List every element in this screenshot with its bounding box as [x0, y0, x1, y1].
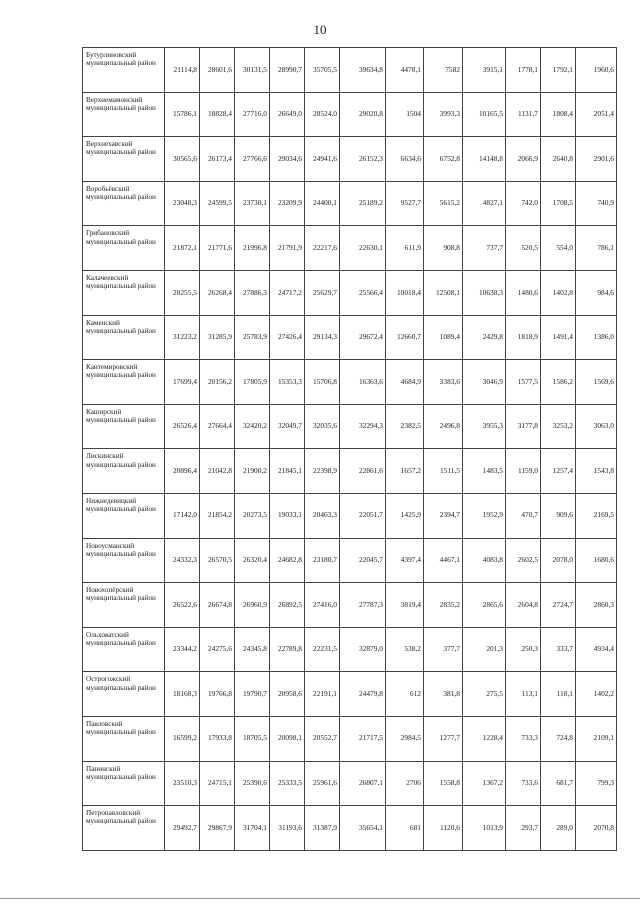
value-cell: 1257,4: [541, 449, 576, 494]
value-cell: 1657,2: [386, 449, 424, 494]
table-row: [83, 92, 617, 137]
value-cell: 1089,4: [424, 315, 463, 360]
value-cell: 21872,1: [165, 226, 200, 271]
value-cell: 113,1: [506, 672, 541, 717]
district-name-cell: Грибановский муниципальный район: [83, 226, 165, 271]
value-cell: 21114,8: [165, 48, 200, 93]
value-cell: 24345,8: [235, 627, 270, 672]
district-name-cell: Петропавловский муниципальный район: [83, 806, 165, 851]
value-cell: 35654,1: [340, 806, 386, 851]
value-cell: 908,8: [424, 226, 463, 271]
value-cell: 3819,4: [386, 583, 424, 628]
value-cell: 1708,5: [541, 181, 576, 226]
value-cell: 2109,1: [576, 716, 617, 761]
value-cell: 26570,5: [200, 538, 235, 583]
value-cell: 1386,0: [576, 315, 617, 360]
value-cell: 1808,4: [541, 92, 576, 137]
value-cell: 554,0: [541, 226, 576, 271]
value-cell: 2901,6: [576, 137, 617, 182]
value-cell: 4934,4: [576, 627, 617, 672]
value-cell: 1960,6: [576, 48, 617, 93]
value-cell: 25390,6: [235, 761, 270, 806]
value-cell: 733,6: [506, 761, 541, 806]
value-cell: 681: [386, 806, 424, 851]
value-cell: 1277,7: [424, 716, 463, 761]
value-cell: 1818,9: [506, 315, 541, 360]
table-row: [83, 137, 617, 182]
value-cell: 20098,1: [270, 716, 305, 761]
value-cell: 740,9: [576, 181, 617, 226]
table-row: [83, 806, 617, 851]
value-cell: 26892,5: [270, 583, 305, 628]
value-cell: 1491,4: [541, 315, 576, 360]
value-cell: 377,7: [424, 627, 463, 672]
table-row: [83, 672, 617, 717]
value-cell: 29867,9: [200, 806, 235, 851]
value-cell: 275,5: [463, 672, 506, 717]
value-cell: 799,3: [576, 761, 617, 806]
value-cell: 1120,6: [424, 806, 463, 851]
value-cell: 31285,9: [200, 315, 235, 360]
district-name-cell: Лискинский муниципальный район: [83, 449, 165, 494]
district-name-cell: Панинский муниципальный район: [83, 761, 165, 806]
value-cell: 10165,5: [463, 92, 506, 137]
value-cell: 1402,2: [576, 672, 617, 717]
value-cell: 19790,7: [235, 672, 270, 717]
value-cell: 2706: [386, 761, 424, 806]
value-cell: 26674,8: [200, 583, 235, 628]
value-cell: 733,3: [506, 716, 541, 761]
value-cell: 26173,4: [200, 137, 235, 182]
page-number: 10: [313, 22, 327, 37]
value-cell: 293,7: [506, 806, 541, 851]
value-cell: 32420,2: [235, 404, 270, 449]
value-cell: 23209,9: [270, 181, 305, 226]
value-cell: 26960,9: [235, 583, 270, 628]
value-cell: 1792,1: [541, 48, 576, 93]
value-cell: 3383,6: [424, 360, 463, 405]
value-cell: 1569,6: [576, 360, 617, 405]
value-cell: 24332,3: [165, 538, 200, 583]
value-cell: 20552,7: [305, 716, 340, 761]
value-cell: 15706,8: [305, 360, 340, 405]
value-cell: 6634,6: [386, 137, 424, 182]
value-cell: 1577,5: [506, 360, 541, 405]
value-cell: 984,6: [576, 270, 617, 315]
value-cell: 17699,4: [165, 360, 200, 405]
value-cell: 21996,8: [235, 226, 270, 271]
value-cell: 1228,4: [463, 716, 506, 761]
value-cell: 23510,3: [165, 761, 200, 806]
value-cell: 9527,7: [386, 181, 424, 226]
value-cell: 18705,5: [235, 716, 270, 761]
value-cell: 27664,4: [200, 404, 235, 449]
value-cell: 28524,0: [305, 92, 340, 137]
district-name-cell: Кантемировский муниципальный район: [83, 360, 165, 405]
value-cell: 737,7: [463, 226, 506, 271]
value-cell: 333,7: [541, 627, 576, 672]
value-cell: 538,2: [386, 627, 424, 672]
value-cell: 26152,3: [340, 137, 386, 182]
table-row: [83, 627, 617, 672]
value-cell: 3253,2: [541, 404, 576, 449]
value-cell: 1558,8: [424, 761, 463, 806]
value-cell: 1504: [386, 92, 424, 137]
value-cell: 32294,3: [340, 404, 386, 449]
value-cell: 32049,7: [270, 404, 305, 449]
value-cell: 31704,1: [235, 806, 270, 851]
value-cell: 2429,8: [463, 315, 506, 360]
district-name-cell: Верхнемамонский муниципальный район: [83, 92, 165, 137]
value-cell: 14148,8: [463, 137, 506, 182]
value-cell: 26268,4: [200, 270, 235, 315]
value-cell: 31387,9: [305, 806, 340, 851]
value-cell: 26526,4: [165, 404, 200, 449]
value-cell: 6752,8: [424, 137, 463, 182]
value-cell: 2496,8: [424, 404, 463, 449]
value-cell: 24479,8: [340, 672, 386, 717]
value-cell: 28990,7: [270, 48, 305, 93]
value-cell: 39634,8: [340, 48, 386, 93]
value-cell: 3063,0: [576, 404, 617, 449]
value-cell: 3046,9: [463, 360, 506, 405]
value-cell: 3993,3: [424, 92, 463, 137]
district-name-cell: Новохопёрский муниципальный район: [83, 583, 165, 628]
value-cell: 4827,1: [463, 181, 506, 226]
value-cell: 1586,2: [541, 360, 576, 405]
value-cell: 21717,5: [340, 716, 386, 761]
value-cell: 2394,7: [424, 493, 463, 538]
value-cell: 24941,6: [305, 137, 340, 182]
value-cell: 30131,5: [235, 48, 270, 93]
value-cell: 2724,7: [541, 583, 576, 628]
value-cell: 17805,9: [235, 360, 270, 405]
bottom-divider: [0, 898, 640, 899]
value-cell: 7582: [424, 48, 463, 93]
value-cell: 27416,0: [305, 583, 340, 628]
value-cell: 24400,1: [305, 181, 340, 226]
value-cell: 21791,9: [270, 226, 305, 271]
table-row: [83, 761, 617, 806]
value-cell: 23344,2: [165, 627, 200, 672]
value-cell: 1131,7: [506, 92, 541, 137]
value-cell: 31223,2: [165, 315, 200, 360]
value-cell: 26320,4: [235, 538, 270, 583]
value-cell: 25333,5: [270, 761, 305, 806]
value-cell: 16363,6: [340, 360, 386, 405]
value-cell: 30565,6: [165, 137, 200, 182]
value-cell: 27787,3: [340, 583, 386, 628]
value-cell: 4467,1: [424, 538, 463, 583]
value-cell: 2640,8: [541, 137, 576, 182]
value-cell: 29034,6: [270, 137, 305, 182]
value-cell: 909,6: [541, 493, 576, 538]
value-cell: 12660,7: [386, 315, 424, 360]
value-cell: 611,9: [386, 226, 424, 271]
value-cell: 22191,1: [305, 672, 340, 717]
value-cell: 27426,4: [270, 315, 305, 360]
value-cell: 25783,9: [235, 315, 270, 360]
table-row: [83, 360, 617, 405]
value-cell: 26522,6: [165, 583, 200, 628]
value-cell: 20255,5: [165, 270, 200, 315]
value-cell: 289,0: [541, 806, 576, 851]
value-cell: 22630,1: [340, 226, 386, 271]
value-cell: 4478,1: [386, 48, 424, 93]
table-row: [83, 493, 617, 538]
value-cell: 2860,3: [576, 583, 617, 628]
value-cell: 10018,4: [386, 270, 424, 315]
value-cell: 15786,1: [165, 92, 200, 137]
value-cell: 2984,5: [386, 716, 424, 761]
value-cell: 22861,6: [340, 449, 386, 494]
value-cell: 1952,9: [463, 493, 506, 538]
value-cell: 25189,2: [340, 181, 386, 226]
value-cell: 23730,1: [235, 181, 270, 226]
value-cell: 2602,5: [506, 538, 541, 583]
district-name-cell: Нижнедевицкий муниципальный район: [83, 493, 165, 538]
value-cell: 742,0: [506, 181, 541, 226]
value-cell: 21042,8: [200, 449, 235, 494]
value-cell: 22231,5: [305, 627, 340, 672]
table-row: [83, 716, 617, 761]
value-cell: 2604,8: [506, 583, 541, 628]
value-cell: 22045,7: [340, 538, 386, 583]
value-cell: 3955,3: [463, 404, 506, 449]
district-name-cell: Бутурлиновский муниципальный район: [83, 48, 165, 93]
table-row: [83, 449, 617, 494]
value-cell: 20896,4: [165, 449, 200, 494]
value-cell: 18828,4: [200, 92, 235, 137]
value-cell: 27886,3: [235, 270, 270, 315]
value-cell: 1425,9: [386, 493, 424, 538]
value-cell: 2070,8: [576, 806, 617, 851]
district-name-cell: Верхнехавский муниципальный район: [83, 137, 165, 182]
value-cell: 18168,3: [165, 672, 200, 717]
value-cell: 24715,1: [200, 761, 235, 806]
value-cell: 23180,7: [305, 538, 340, 583]
table-body: [83, 48, 617, 851]
value-cell: 1367,2: [463, 761, 506, 806]
district-name-cell: Павловский муниципальный район: [83, 716, 165, 761]
value-cell: 22051,7: [340, 493, 386, 538]
value-cell: 19766,8: [200, 672, 235, 717]
table-row: [83, 48, 617, 93]
value-cell: 3177,8: [506, 404, 541, 449]
value-cell: 4684,9: [386, 360, 424, 405]
value-cell: 2066,9: [506, 137, 541, 182]
value-cell: 17933,8: [200, 716, 235, 761]
value-cell: 2865,6: [463, 583, 506, 628]
value-cell: 470,7: [506, 493, 541, 538]
value-cell: 16599,2: [165, 716, 200, 761]
value-cell: 27716,0: [235, 92, 270, 137]
value-cell: 1159,0: [506, 449, 541, 494]
value-cell: 681,7: [541, 761, 576, 806]
value-cell: 2382,5: [386, 404, 424, 449]
value-cell: 20273,5: [235, 493, 270, 538]
district-name-cell: Каменский муниципальный район: [83, 315, 165, 360]
value-cell: 2078,0: [541, 538, 576, 583]
table-row: [83, 583, 617, 628]
value-cell: 1402,8: [541, 270, 576, 315]
value-cell: 32879,0: [340, 627, 386, 672]
value-cell: 2051,4: [576, 92, 617, 137]
value-cell: 32035,6: [305, 404, 340, 449]
value-cell: 19033,1: [270, 493, 305, 538]
value-cell: 724,8: [541, 716, 576, 761]
value-cell: 21900,2: [235, 449, 270, 494]
value-cell: 250,3: [506, 627, 541, 672]
value-cell: 24275,6: [200, 627, 235, 672]
district-name-cell: Каширский муниципальный район: [83, 404, 165, 449]
value-cell: 1013,9: [463, 806, 506, 851]
value-cell: 29020,8: [340, 92, 386, 137]
value-cell: 21845,1: [270, 449, 305, 494]
district-name-cell: Ольховатский муниципальный район: [83, 627, 165, 672]
value-cell: 1543,8: [576, 449, 617, 494]
table-row: [83, 538, 617, 583]
value-cell: 25629,7: [305, 270, 340, 315]
value-cell: 118,1: [541, 672, 576, 717]
value-cell: 201,3: [463, 627, 506, 672]
value-cell: 4397,4: [386, 538, 424, 583]
value-cell: 21854,2: [200, 493, 235, 538]
value-cell: 15353,3: [270, 360, 305, 405]
district-name-cell: Воробьёвский муниципальный район: [83, 181, 165, 226]
value-cell: 22789,8: [270, 627, 305, 672]
value-cell: 2169,5: [576, 493, 617, 538]
value-cell: 5615,2: [424, 181, 463, 226]
value-cell: 27766,6: [235, 137, 270, 182]
table-row: [83, 404, 617, 449]
value-cell: 1480,6: [506, 270, 541, 315]
value-cell: 3915,1: [463, 48, 506, 93]
value-cell: 24717,2: [270, 270, 305, 315]
table-row: [83, 270, 617, 315]
value-cell: 381,8: [424, 672, 463, 717]
value-cell: 35705,5: [305, 48, 340, 93]
value-cell: 2835,2: [424, 583, 463, 628]
table-row: [83, 315, 617, 360]
value-cell: 20463,3: [305, 493, 340, 538]
value-cell: 26807,1: [340, 761, 386, 806]
value-cell: 4083,8: [463, 538, 506, 583]
value-cell: 1483,5: [463, 449, 506, 494]
value-cell: 20958,6: [270, 672, 305, 717]
district-name-cell: Острогожский муниципальный район: [83, 672, 165, 717]
data-table: [82, 47, 617, 851]
value-cell: 612: [386, 672, 424, 717]
value-cell: 31193,6: [270, 806, 305, 851]
value-cell: 17142,0: [165, 493, 200, 538]
value-cell: 1778,1: [506, 48, 541, 93]
value-cell: 20156,2: [200, 360, 235, 405]
value-cell: 22398,9: [305, 449, 340, 494]
value-cell: 24682,8: [270, 538, 305, 583]
value-cell: 24599,5: [200, 181, 235, 226]
district-name-cell: Калачеевский муниципальный район: [83, 270, 165, 315]
value-cell: 1680,6: [576, 538, 617, 583]
value-cell: 29134,3: [305, 315, 340, 360]
value-cell: 25961,6: [305, 761, 340, 806]
value-cell: 1511,5: [424, 449, 463, 494]
district-name-cell: Новоусманский муниципальный район: [83, 538, 165, 583]
value-cell: 23048,3: [165, 181, 200, 226]
value-cell: 29492,7: [165, 806, 200, 851]
value-cell: 10638,3: [463, 270, 506, 315]
table-row: [83, 181, 617, 226]
table-row: [83, 226, 617, 271]
value-cell: 12508,1: [424, 270, 463, 315]
value-cell: 28601,6: [200, 48, 235, 93]
value-cell: 21771,6: [200, 226, 235, 271]
value-cell: 25566,4: [340, 270, 386, 315]
value-cell: 26649,0: [270, 92, 305, 137]
value-cell: 786,1: [576, 226, 617, 271]
value-cell: 22217,6: [305, 226, 340, 271]
value-cell: 29672,4: [340, 315, 386, 360]
value-cell: 520,5: [506, 226, 541, 271]
